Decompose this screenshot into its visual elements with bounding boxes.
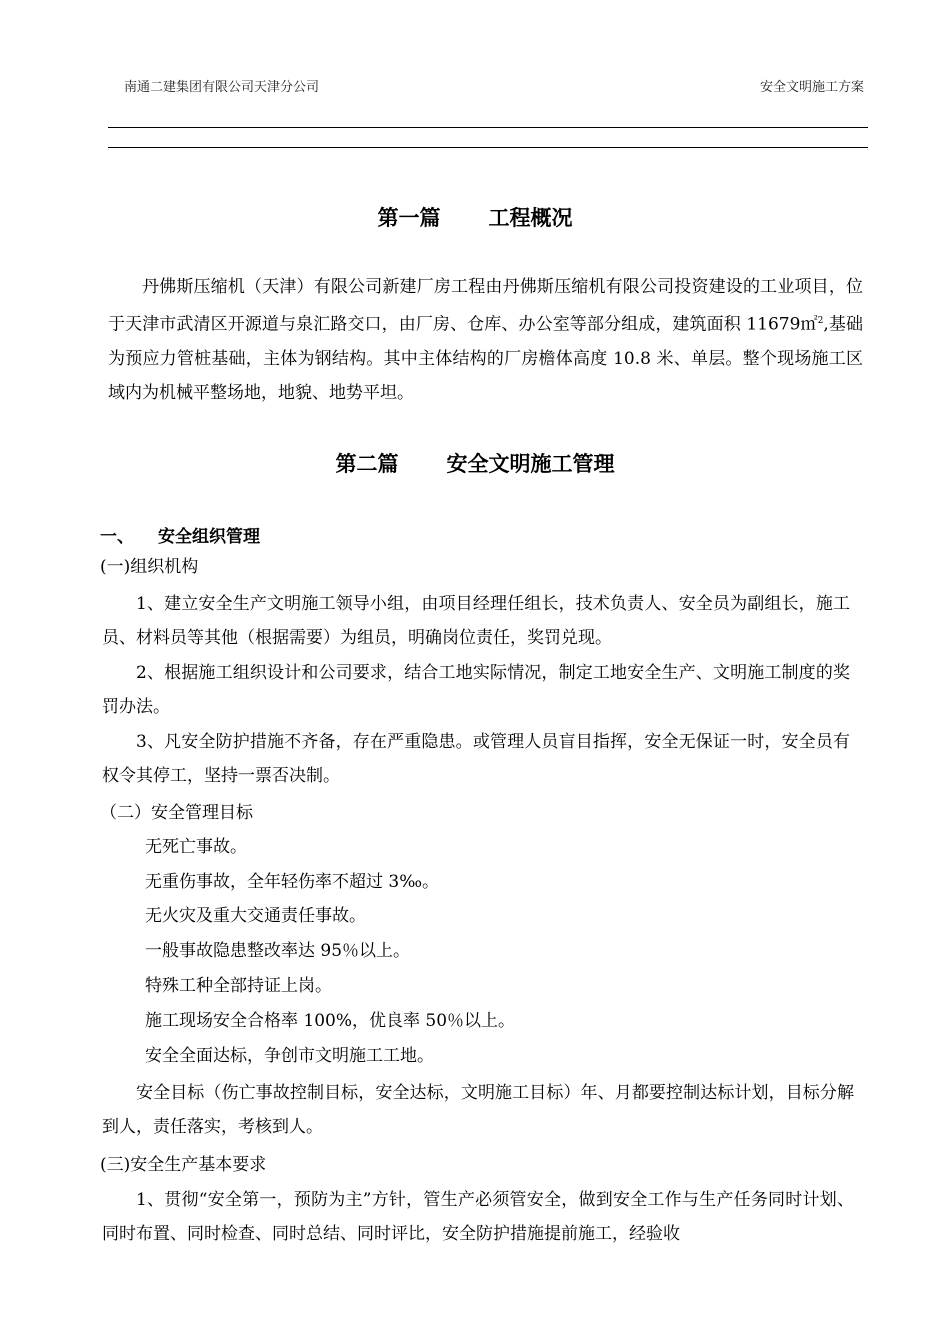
goal-7: 安全全面达标，争创市文明施工工地。 — [145, 1046, 434, 1066]
sub3-item-1: 1、贯彻“安全第一，预防为主”方针，管生产必须管安全，做到安全工作与生产任务同时计划、同时布置、同时检查、同时总结、同时评比，安全防护措施提前施工，经验收 — [102, 1190, 854, 1244]
part1-paragraph — [108, 270, 863, 410]
goal-4: 一般事故隐患整改率达 95％以上。 — [145, 941, 411, 961]
section1-num: 一、 — [100, 527, 134, 547]
section1-title: 安全组织管理 — [158, 527, 260, 547]
sub2-title: （二）安全管理目标 — [100, 803, 253, 823]
header-rule-top — [108, 127, 868, 128]
goal-6: 施工现场安全合格率 100%，优良率 50％以上。 — [145, 1011, 516, 1031]
header-rule-bottom — [108, 147, 868, 148]
area-superscript: 2 — [817, 316, 824, 326]
part1-heading — [0, 202, 950, 232]
goal-1: 无死亡事故。 — [145, 837, 247, 857]
sub1-item-1: 1、建立安全生产文明施工领导小组，由项目经理任组长，技术负责人、安全员为副组长，施工员、材料员等其他（根据需要）为组员，明确岗位责任，奖罚兑现。 — [102, 594, 850, 648]
part2-label: 第二篇 — [335, 452, 399, 476]
sub1-title: (一)组织机构 — [100, 557, 199, 577]
header-doc-title: 安全文明施工方案 — [759, 80, 864, 95]
sub3-title: (三)安全生产基本要求 — [100, 1155, 267, 1175]
part2-heading — [0, 448, 950, 478]
header-company: 南通二建集团有限公司天津分公司 — [124, 80, 320, 95]
part2-title: 安全文明施工管理 — [446, 452, 615, 476]
part1-label: 第一篇 — [377, 206, 441, 230]
sub2-summary: 安全目标（伤亡事故控制目标，安全达标，文明施工目标）年、月都要控制达标计划，目标分解到人，责任落实，考核到人。 — [102, 1083, 854, 1137]
part1-para-b: ,基础为预应力管桩基础，主体为钢结构。其中主体结构的厂房檐体高度 10.8 米、单层。整个现场施工区域内为机械平整场地，地貌、地势平坦。 — [108, 314, 864, 403]
sub1-item-3: 3、凡安全防护措施不齐备，存在严重隐患。或管理人员盲目指挥，安全无保证一时，安全员有权令其停工，坚持一票否决制。 — [102, 732, 850, 786]
section1-heading — [100, 522, 260, 547]
part1-title: 工程概况 — [488, 206, 573, 230]
goal-5: 特殊工种全部持证上岗。 — [145, 976, 332, 996]
part1-para-a: 丹佛斯压缩机（天津）有限公司新建厂房工程由丹佛斯压缩机有限公司投资建设的工业项目，位于天津市武清区开源道与泉汇路交口，由厂房、仓库、办公室等部分组成，建筑面积 11679㎡ — [108, 277, 863, 335]
goal-3: 无火灾及重大交通责任事故。 — [145, 906, 366, 926]
goal-2: 无重伤事故，全年轻伤率不超过 3‰。 — [145, 872, 440, 892]
sub1-item-2: 2、根据施工组织设计和公司要求，结合工地实际情况，制定工地安全生产、文明施工制度的奖罚办法。 — [102, 663, 850, 717]
